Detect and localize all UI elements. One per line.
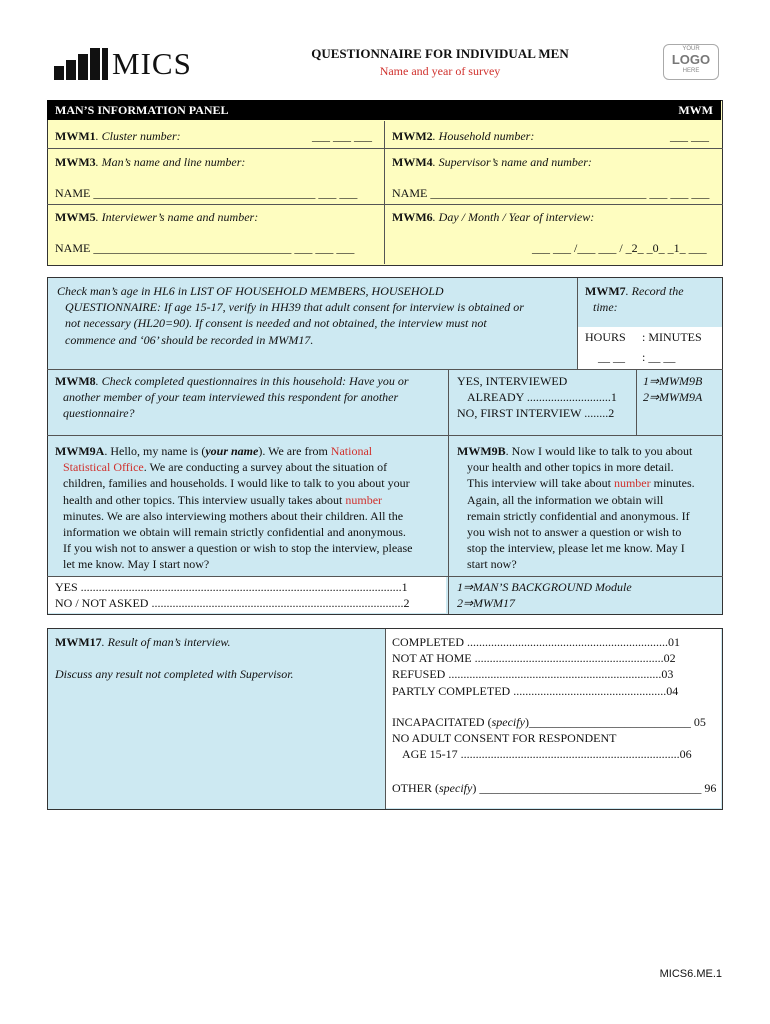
- form-code: MICS6.ME.1: [659, 968, 722, 980]
- mwm6-label: MWM6. Day / Month / Year of interview:: [392, 210, 595, 224]
- result-option: COMPLETED ...................................................................01: [392, 635, 680, 649]
- info-panel-header: [47, 100, 721, 120]
- mwm5-label: MWM5. Interviewer’s name and number:: [55, 210, 259, 224]
- mwm6-field[interactable]: ___ ___ /___ ___ / _2_ _0_ _1_ ___: [532, 241, 707, 255]
- hours-label: HOURS: [585, 330, 626, 344]
- divider: [47, 148, 723, 149]
- mwm5-field[interactable]: NAME _________________________________ ___ ___ ___: [55, 241, 355, 255]
- mwm9b-text: MWM9B. Now I would like to talk to you about your health and other topics in more detail. This interview will take about number minutes. Again, all the information we obtain will remain strictly confidential and anonymous. If you wish not to answer a question or wish to stop the interview, please let me know. May I start now?: [457, 444, 695, 572]
- result-option: PARTLY COMPLETED ...................................................04: [392, 683, 679, 698]
- logo-text: MICS: [112, 46, 192, 81]
- mwm2-label: MWM2. Household number:: [392, 129, 535, 143]
- placeholder-logo-bottom: HERE: [682, 68, 700, 74]
- result-option-incapacitated[interactable]: INCAPACITATED (specify)___________________________ 05 NO ADULT CONSENT FOR RESPONDENT AGE 15-17 .........................................................................06: [392, 715, 706, 762]
- info-panel-title: MAN’S INFORMATION PANEL: [55, 103, 229, 117]
- consent-options[interactable]: YES ...........................................................................................................1 NO / NOT ASKED ....................................................................................2: [55, 580, 410, 611]
- result-options[interactable]: [392, 634, 680, 699]
- placeholder-logo-top: YOUR: [682, 46, 700, 52]
- result-option-other[interactable]: OTHER (specify) _____________________________________ 96: [392, 781, 717, 795]
- divider: [47, 204, 723, 205]
- mwm8-options[interactable]: YES, INTERVIEWED ALREADY ............................1 NO, FIRST INTERVIEW ........2: [457, 374, 617, 421]
- divider: [384, 121, 385, 264]
- placeholder-logo-main: LOGO: [671, 52, 711, 67]
- placeholder-logo: [663, 44, 719, 80]
- minutes-field[interactable]: : __ __: [642, 350, 676, 364]
- hours-field[interactable]: __ __: [598, 350, 625, 364]
- consent-skips: 1⇒MAN’S BACKGROUND Module 2⇒MWM17: [457, 580, 632, 611]
- info-panel-code: MWM: [678, 103, 713, 117]
- mwm3-label: MWM3. Man’s name and line number:: [55, 155, 246, 169]
- mwm17-label: MWM17. Result of man’s interview.: [55, 635, 231, 649]
- mwm8-question: MWM8. Check completed questionnaires in this household: Have you or another member of your team interviewed this respondent for another questionnaire?: [55, 374, 409, 421]
- page-subtitle: Name and year of survey: [379, 64, 501, 78]
- mwm2-field[interactable]: ___ ___: [670, 129, 709, 143]
- minutes-label: : MINUTES: [642, 330, 702, 344]
- mwm9a-text: MWM9A. Hello, my name is (your name). We are from National Statistical Office. We are conducting a survey about the situation of children, families and households. I would like to talk to you about your health and other topics. This interview usually takes about number minutes. We are also interviewing mothers about their children. All the information we obtain will remain strictly confidential and anonymous. If you wish not to answer a question or wish to stop the interview, please let me know. May I start now?: [55, 444, 413, 572]
- mwm8-skips: 1⇒MWM9B 2⇒MWM9A: [643, 374, 703, 405]
- mwm1-field[interactable]: ___ ___ ___: [312, 129, 372, 143]
- result-option: NOT AT HOME ...............................................................02: [392, 651, 676, 666]
- mics-logo: [54, 44, 214, 84]
- page-title: QUESTIONNAIRE FOR INDIVIDUAL MEN: [311, 46, 569, 61]
- discuss-note: Discuss any result not completed with Supervisor.: [55, 667, 294, 681]
- mwm3-field[interactable]: NAME _____________________________________ ___ ___: [55, 186, 358, 200]
- age-check-instruction: Check man’s age in HL6 in LIST OF HOUSEHOLD MEMBERS, HOUSEHOLD QUESTIONNAIRE: If age 15-17, verify in HH39 that adult consent for interview is obtained or not necessary (HL20=90). If consent is needed and not obtained, the interview must not commence and ‘06’ should be recorded in MWM17.: [57, 284, 524, 347]
- result-option: REFUSED .......................................................................03: [392, 667, 674, 682]
- mwm4-field[interactable]: NAME ____________________________________ ___ ___ ___: [392, 186, 710, 200]
- mwm7-label: MWM7. Record the time:: [585, 284, 684, 315]
- mwm4-label: MWM4. Supervisor’s name and number:: [392, 155, 592, 169]
- mwm1-label: MWM1. Cluster number:: [55, 129, 181, 143]
